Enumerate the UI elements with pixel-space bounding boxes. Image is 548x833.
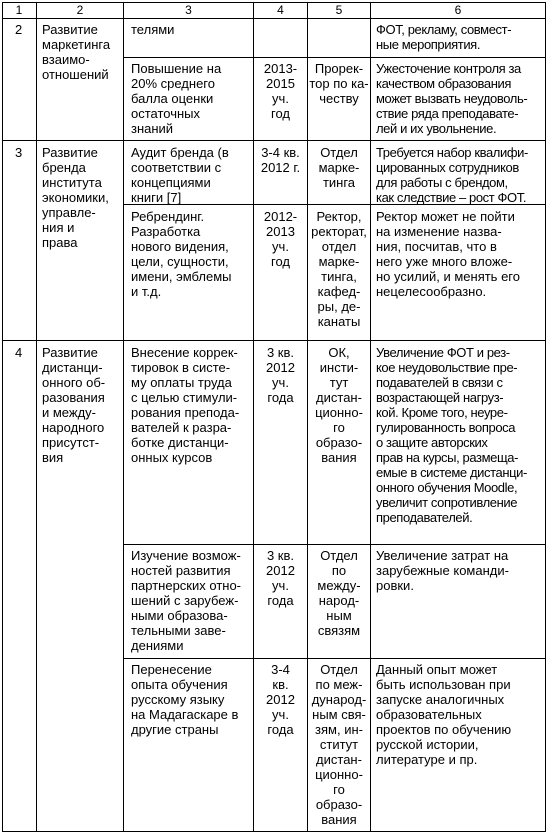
text-line: нового видения, [131,239,229,254]
text-line: года [267,390,294,405]
text-line: ным свя- [312,707,366,722]
text-line: 2013- [263,61,298,76]
period-cell [254,662,307,737]
text-line: книги [7] [131,190,182,205]
text-line: 3-4 [271,662,290,677]
text-line: образо- [315,435,363,450]
text-line: ным [326,608,352,623]
text-line: народ- [318,593,360,608]
text-line: честву [319,91,359,106]
text-line: бренда [42,160,86,175]
text-line: образовательных [376,707,482,722]
responsible-cell [308,209,370,329]
text-line: Разработка [131,224,201,239]
text-line: 3 кв. [266,548,295,563]
text-line: Аудит бренда (в [131,145,229,160]
text-line: ния, посчитав, что в [376,239,497,254]
row-number: 4 [15,345,23,360]
text-line: кафед- [317,284,361,299]
text-line: между- [317,578,361,593]
text-line: с целью стимули- [131,390,238,405]
text-line: кв. [272,677,289,692]
text-line: управле- [42,205,96,220]
text-line: уч. [272,578,289,593]
text-line: Данный опыт может [376,662,498,677]
text-line: экономики, [42,190,109,205]
text-line: шений с зарубеж- [131,593,239,608]
period-cell [254,548,307,608]
text-line: как следствие – рост ФОТ. [376,190,527,205]
text-line: маркетинга [42,37,111,52]
text-line: Отдел [320,662,358,677]
text-line: запуске аналогичных [376,692,505,707]
text-line: другие страны [131,722,219,737]
text-line: тировок в систе- [131,360,231,375]
text-line: вания [321,450,357,465]
text-line: 2012 [266,360,295,375]
text-line: Прорек- [314,61,364,76]
responsible-cell [308,548,370,638]
text-line: кой. Кроме того, неуре- [376,405,508,420]
text-line: концепциями [131,175,211,190]
text-line: него уже много вложе- [376,254,513,269]
text-line: ствие ряда преподавате- [376,106,519,121]
text-line: Повышение на [131,61,222,76]
text-line: Развитие [42,22,98,37]
text-line: ботке дистанци- [131,435,229,450]
text-line: и между- [42,405,97,420]
text-line: на Мадагаскаре в [131,707,239,722]
text-line: образо- [315,797,363,812]
text-line: прав на курсы, размеща- [376,450,519,465]
text-line: го [333,782,345,797]
text-line: увеличит сопротивление [376,495,518,510]
text-line: имени, эмблемы [131,269,232,284]
text-line: телями [131,22,175,37]
direction-cell [42,145,109,250]
text-line: инсти- [319,360,359,375]
text-line: ОК, [328,345,350,360]
text-line: подавателей в связи с [376,375,503,390]
text-line: ными образова- [131,608,228,623]
text-line: для работы с брендом, [376,175,508,190]
responsible-cell [308,662,370,827]
text-line: 2012- [263,209,298,224]
text-line: проектов по обучению [376,722,512,737]
risk-cell [376,345,527,525]
text-line: вателей к разра- [131,420,232,435]
text-line: дениями [131,638,184,653]
text-line: ровки. [376,578,414,593]
text-line: ционно- [315,405,363,420]
row-number: 2 [15,22,23,37]
text-line: Внесение коррек- [131,345,238,360]
activity-cell [131,22,174,37]
text-line: отношений [42,67,109,82]
text-line: 2012 [266,563,295,578]
risk-cell [376,61,527,136]
header-col-2: 2 [76,3,84,17]
text-line: цели, сущности, [131,254,229,269]
row-number: 3 [15,145,23,160]
risk-cell [376,209,520,299]
text-line: Требуется набор квалифи- [376,145,528,160]
text-line: лей и их увольнение. [376,121,497,136]
text-line: права [42,235,78,250]
text-line: онного обучения Moodle, [376,480,518,495]
period-cell [254,345,307,405]
period-cell [254,145,307,175]
text-line: марке- [318,254,360,269]
risk-cell [376,662,511,767]
text-line: год [271,254,290,269]
text-line: русскому языку [131,692,225,707]
responsible-cell [308,345,370,465]
responsible-cell [308,145,370,190]
text-line: гулированность вопроса [376,420,516,435]
text-line: дистанци- [42,360,103,375]
header-col-6: 6 [454,3,462,17]
text-line: партнерских отно- [131,578,242,593]
text-line: кое неудовольствие пре- [376,360,518,375]
text-line: знаний [131,121,174,136]
text-line: Ребрендинг. [131,209,205,224]
activity-cell [131,548,241,653]
text-line: тинга [322,175,356,190]
text-line: ционно- [315,767,363,782]
text-line: Изучение возмож- [131,548,241,563]
text-line: вания [321,812,357,827]
text-line: Отдел [320,145,358,160]
text-line: 2012 г. [260,160,301,175]
responsible-cell [308,61,370,106]
text-line: о защите авторских [376,435,488,450]
text-line: уч. [272,91,289,106]
text-line: Перенесение [131,662,212,677]
text-line: уч. [272,239,289,254]
text-line: Ужесточение контроля за [376,61,521,76]
text-line: года [267,593,294,608]
activity-cell [131,209,231,299]
period-cell [254,61,307,121]
text-line: по [331,563,347,578]
text-line: Увеличение затрат на [376,548,509,563]
text-line: ректорат, [311,224,367,239]
text-line: рования препода- [131,405,240,420]
text-line: марке- [318,160,360,175]
activity-cell [131,145,229,205]
text-line: ные мероприятия. [376,37,481,52]
text-line: тут [329,375,349,390]
text-line: по меж- [315,677,363,692]
activity-cell [131,345,239,465]
text-line: уч. [272,707,289,722]
text-line: отдел [321,239,357,254]
header-col-5: 5 [335,3,343,17]
text-line: взаимо- [42,52,90,67]
direction-cell [42,22,110,82]
text-line: 2013 [266,224,295,239]
direction-cell [42,345,105,465]
text-line: литературе и пр. [376,752,478,767]
text-line: присутст- [42,435,100,450]
text-line: зарубежные команди- [376,563,509,578]
text-line: преподавателей. [376,510,473,525]
text-line: дистан- [316,390,362,405]
text-line: Развитие [42,345,98,360]
text-line: онного об- [42,375,106,390]
risk-cell [376,145,528,205]
text-line: Ректор может не пойти [376,209,515,224]
text-line: народного [42,420,105,435]
text-line: может вызвать неудоволь- [376,91,528,106]
text-line: качеством образования [376,76,512,91]
header-col-1: 1 [15,3,23,17]
text-line: тор по ка- [309,76,369,91]
text-line: зям, ин- [315,722,363,737]
text-line: на изменение назва- [376,224,502,239]
text-line: ностей развития [131,563,231,578]
text-line: года [267,722,294,737]
text-line: ры, де- [317,299,361,314]
activity-cell [131,61,221,136]
text-line: Развитие [42,145,98,160]
text-line: разования [42,390,105,405]
text-line: 20% среднего [131,76,215,91]
text-line: го [333,420,345,435]
risk-cell [376,22,511,52]
header-col-3: 3 [185,3,192,17]
text-line: соответствии с [131,160,222,175]
text-line: емые в системе дистанци- [376,465,527,480]
text-line: дистан- [316,752,362,767]
text-line: но усилий, и менять его [376,269,520,284]
text-line: возрастающей нагруз- [376,390,504,405]
text-line: ния и [42,220,75,235]
text-line: опыта обучения [131,677,228,692]
text-line: год [271,106,290,121]
text-line: онных курсов [131,450,213,465]
text-line: уч. [272,375,289,390]
text-line: русской истории, [376,737,479,752]
period-cell [254,209,307,269]
text-line: нецелесообразно. [376,284,487,299]
activity-cell [131,662,238,737]
text-line: Отдел [320,548,358,563]
text-line: института [42,175,102,190]
text-line: и т.д. [131,284,162,299]
text-line: связям [317,623,361,638]
text-line: 3 кв. [266,345,295,360]
text-line: дународ- [311,692,367,707]
text-line: 2015 [266,76,295,91]
text-line: 2012 [266,692,295,707]
text-line: Увеличение ФОТ и рез- [376,345,510,360]
text-line: Ректор, [316,209,362,224]
text-line: канаты [317,314,361,329]
text-line: ФОТ, рекламу, совмест- [376,22,512,37]
text-line: быть использован при [376,677,511,692]
text-line: ститут [319,737,359,752]
text-line: остаточных [131,106,201,121]
text-line: тинга, [321,269,357,284]
text-line: тельными заве- [131,623,226,638]
header-col-4: 4 [277,3,284,17]
risk-cell [376,548,509,593]
text-line: балла оценки [131,91,214,106]
text-line: 3-4 кв. [261,145,300,160]
text-line: вия [42,450,64,465]
text-line: му оплаты труда [131,375,232,390]
text-line: цированных сотрудников [376,160,519,175]
